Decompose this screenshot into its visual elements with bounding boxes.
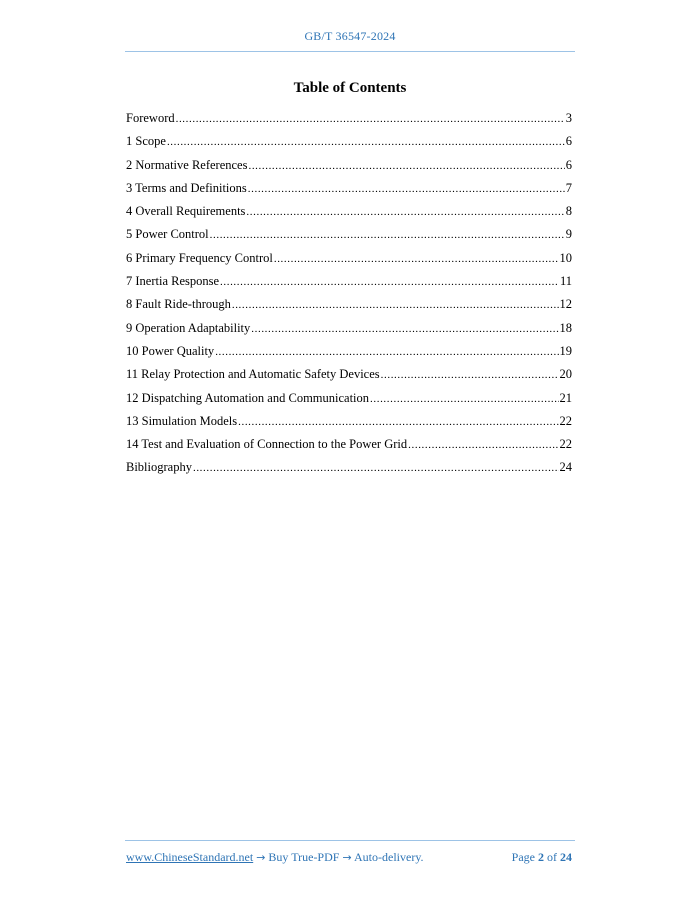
dot-leader bbox=[370, 393, 558, 405]
toc-entry[interactable] bbox=[126, 367, 572, 390]
toc-entry[interactable] bbox=[126, 134, 572, 157]
toc-entry-label: 13 Simulation Models bbox=[126, 413, 238, 428]
toc-entry-label: 11 Relay Protection and Automatic Safety Devices bbox=[126, 367, 380, 382]
toc-entry-label: 5 Power Control bbox=[126, 227, 209, 242]
toc-entry[interactable] bbox=[126, 321, 572, 344]
toc-entry-label: 10 Power Quality bbox=[126, 343, 215, 358]
toc-entry-label: 9 Operation Adaptability bbox=[126, 320, 251, 335]
toc-entry-page: 6 bbox=[565, 157, 572, 172]
toc-entry-page: 20 bbox=[559, 367, 572, 382]
toc-entry-label: 12 Dispatching Automation and Communication bbox=[126, 390, 370, 405]
website-link[interactable]: www.ChineseStandard.net bbox=[126, 850, 254, 864]
toc-entry-label: 1 Scope bbox=[126, 134, 166, 149]
dot-leader bbox=[248, 183, 565, 195]
dot-leader bbox=[274, 253, 559, 265]
toc-entry-page: 8 bbox=[565, 204, 572, 219]
toc-entry-page: 19 bbox=[559, 343, 572, 358]
dot-leader bbox=[246, 206, 564, 218]
toc-title: Table of Contents bbox=[293, 80, 407, 96]
page-indicator bbox=[512, 850, 572, 865]
toc-entry-label: 8 Fault Ride-through bbox=[126, 297, 231, 312]
dot-leader bbox=[193, 462, 559, 474]
page-of-label: of bbox=[547, 850, 557, 864]
toc-entry-page: 6 bbox=[565, 134, 572, 149]
page-footer bbox=[126, 850, 572, 865]
toc-entry-page: 21 bbox=[559, 390, 572, 405]
toc-entry-label: 6 Primary Frequency Control bbox=[126, 250, 273, 265]
toc-entry[interactable] bbox=[126, 111, 572, 134]
toc-entry[interactable] bbox=[126, 297, 572, 320]
toc-entry[interactable] bbox=[126, 227, 572, 250]
dot-leader bbox=[215, 346, 558, 358]
running-header: GB/T 36547-2024 bbox=[304, 29, 396, 43]
toc-entry-page: 22 bbox=[559, 437, 572, 452]
toc-entry[interactable] bbox=[126, 274, 572, 297]
toc-entry-label: 14 Test and Evaluation of Connection to the Power Grid bbox=[126, 437, 408, 452]
toc-entry[interactable] bbox=[126, 204, 572, 227]
dot-leader bbox=[238, 416, 558, 428]
dot-leader bbox=[251, 323, 558, 335]
arrow-right-icon: → bbox=[342, 851, 352, 864]
toc-entry-page: 9 bbox=[565, 227, 572, 242]
toc-entry-label: Foreword bbox=[126, 111, 175, 125]
toc-entry-page: 22 bbox=[559, 413, 572, 428]
dot-leader bbox=[176, 113, 565, 125]
toc-entry-label: 3 Terms and Definitions bbox=[126, 180, 247, 195]
toc-entry[interactable] bbox=[126, 158, 572, 181]
arrow-right-icon: → bbox=[256, 851, 266, 864]
toc-entry[interactable] bbox=[126, 437, 572, 460]
auto-delivery-text: Auto-delivery. bbox=[354, 850, 424, 864]
toc-entry-label: Bibliography bbox=[126, 460, 192, 475]
toc-entry-page: 7 bbox=[565, 180, 572, 195]
total-pages-number: 24 bbox=[560, 850, 572, 864]
toc-entry-page: 12 bbox=[559, 297, 572, 312]
toc-entry[interactable] bbox=[126, 181, 572, 204]
dot-leader bbox=[232, 299, 559, 311]
page-prefix: Page bbox=[511, 850, 535, 864]
toc-entry-page: 18 bbox=[559, 320, 572, 335]
toc-entry[interactable] bbox=[126, 344, 572, 367]
header-divider bbox=[125, 51, 575, 52]
dot-leader bbox=[167, 136, 565, 148]
toc-entry-page: 24 bbox=[559, 460, 572, 475]
dot-leader bbox=[220, 276, 559, 288]
dot-leader bbox=[408, 439, 558, 451]
dot-leader bbox=[381, 369, 559, 381]
dot-leader bbox=[248, 160, 564, 172]
footer-left bbox=[126, 850, 424, 865]
toc-entry-label: 4 Overall Requirements bbox=[126, 204, 246, 219]
toc-entry-page: 3 bbox=[565, 111, 572, 125]
toc-entry[interactable] bbox=[126, 414, 572, 437]
dot-leader bbox=[210, 229, 565, 241]
toc-entry-page: 10 bbox=[559, 250, 572, 265]
table-of-contents bbox=[126, 111, 572, 484]
toc-entry[interactable] bbox=[126, 251, 572, 274]
toc-entry[interactable] bbox=[126, 391, 572, 414]
toc-entry-label: 2 Normative References bbox=[126, 157, 248, 172]
toc-entry-label: 7 Inertia Response bbox=[126, 274, 220, 289]
toc-entry-page: 11 bbox=[559, 274, 572, 289]
toc-entry[interactable] bbox=[126, 460, 572, 483]
footer-divider bbox=[125, 840, 575, 841]
current-page-number: 2 bbox=[538, 850, 544, 864]
buy-true-pdf-text: Buy True-PDF bbox=[268, 850, 340, 864]
